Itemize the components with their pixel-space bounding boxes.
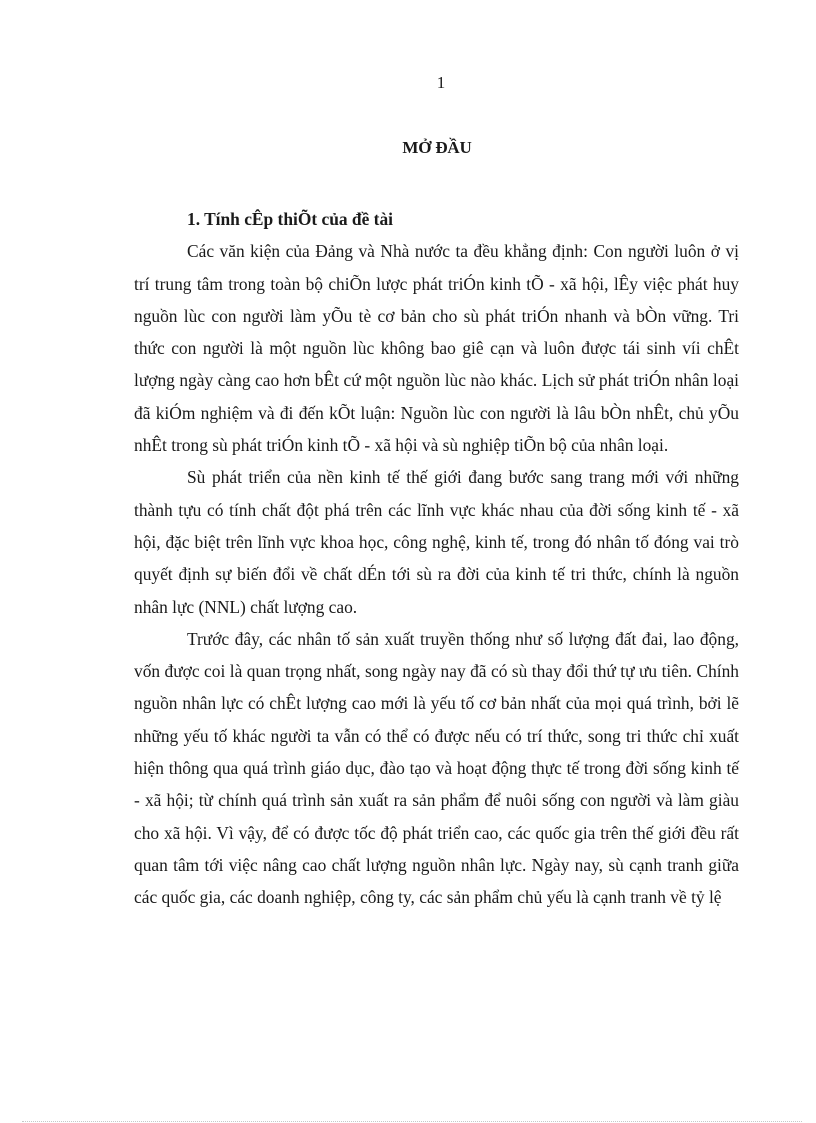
page-number: 1 xyxy=(436,73,446,92)
section-title: 1. Tính cÊp thiÕt của đề tài xyxy=(187,209,393,229)
document-body xyxy=(134,203,739,914)
paragraph: Các văn kiện của Đảng và Nhà nước ta đều khẳng định: Con người luôn ở vị trí trung tâm trong toàn bộ chiÕn lược phát triÓn kinh tÕ - xã hội, lÊy việc phát huy nguồn lùc con người làm yÕu tè cơ bản cho sù phát triÓn nhanh và bÒn vững. Tri thức con người là một nguồn lùc không bao giê cạn và luôn được tái sinh víi chÊt lượng ngày càng cao hơn bÊt cứ một nguồn lùc nào khác. Lịch sử phát triÓn nhân loại đã kiÓm nghiệm và đi đến kÕt luận: Nguồn lùc con người là lâu bÒn nhÊt, chủ yÕu nhÊt trong sù phát triÓn kinh tÕ - xã hội và sù nghiệp tiÕn bộ của nhân loại. xyxy=(134,241,739,456)
page-bottom-divider xyxy=(22,1121,802,1122)
paragraph: Trước đây, các nhân tố sản xuất truyền thống như số lượng đất đai, lao động, vốn được coi là quan trọng nhất, song ngày nay đã có sù thay đổi thứ tự ưu tiên. Chính nguồn nhân lực có chÊt lượng cao mới là yếu tố cơ bản nhất của mọi quá trình, bởi lẽ những yếu tố khác người ta vẫn có thể có được nếu có trí thức, song tri thức chỉ xuất hiện thông qua quá trình giáo dục, đào tạo và hoạt động thực tế trong đời sống kinh tế - xã hội; từ chính quá trình sản xuất ra sản phẩm để nuôi sống con người và làm giàu cho xã hội. Vì vậy, để có được tốc độ phát triển cao, các quốc gia trên thế giới đều rất quan tâm tới việc nâng cao chất lượng nguồn nhân lực. Ngày nay, sù cạnh tranh giữa các quốc gia, các doanh nghiệp, công ty, các sản phẩm chủ yếu là cạnh tranh về tỷ lệ xyxy=(134,628,739,908)
paragraph: Sù phát triển của nền kinh tế thế giới đang bước sang trang mới với những thành tựu có tính chất đột phá trên các lĩnh vực khác nhau của đời sống kinh tế - xã hội, đặc biệt trên lĩnh vực khoa học, công nghệ, kinh tế, trong đó nhân tố đóng vai trò quyết định sự biến đổi về chất dÉn tới sù ra đời của kinh tế tri thức, chính là nguồn nhân lực (NNL) chất lượng cao. xyxy=(134,467,739,617)
document-heading: MỞ ĐẦU xyxy=(402,138,472,157)
